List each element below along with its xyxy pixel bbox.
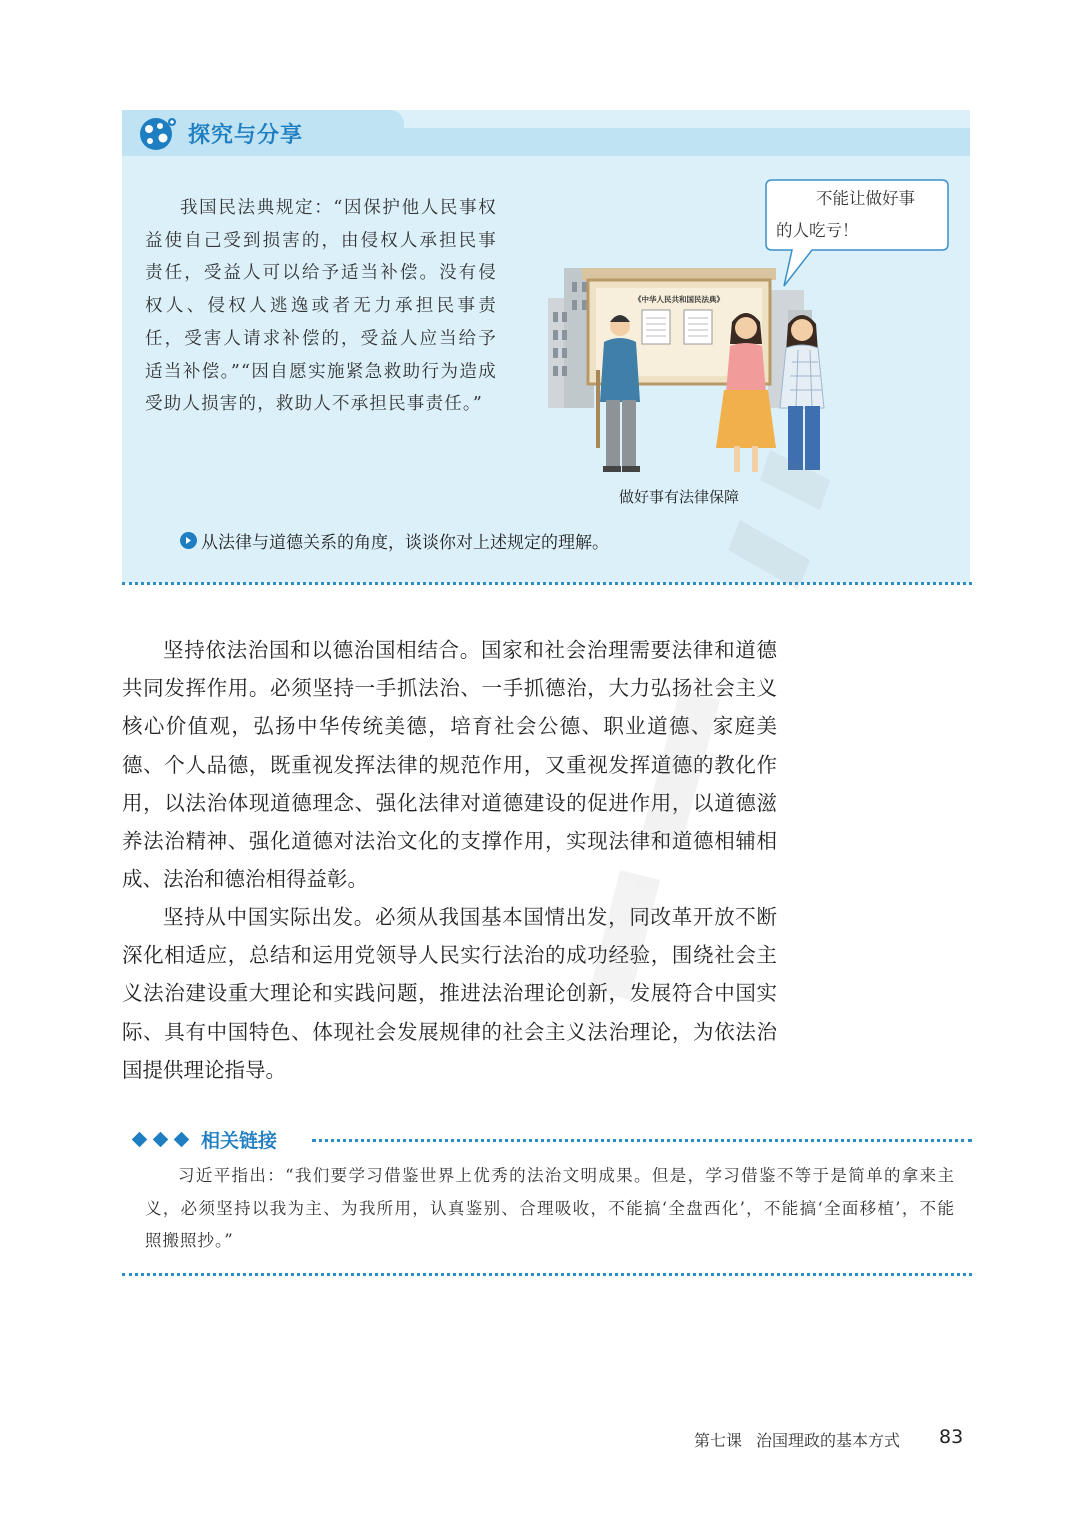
explore-title: 探究与分享 bbox=[188, 123, 304, 148]
divider-top bbox=[122, 582, 972, 585]
illustration-caption: 做好事有法律保障 bbox=[619, 488, 740, 506]
footer-lesson: 第七课 bbox=[694, 1431, 743, 1450]
page-number: 83 bbox=[939, 1426, 964, 1448]
speech-text-line2: 的人吃亏！ bbox=[776, 221, 859, 240]
body-paragraph-2: 坚持从中国实际出发。必须从我国基本国情出发，同改革开放不断深化相适应，总结和运用党领导人民实行法治的成功经验，围绕社会主义法治建设重大理论和实践问题，推进法治理论创新，发展符合中国实际、具有中国特色、体现社会发展规律的社会主义法治理论，为依法治国提供理论指导。 bbox=[122, 905, 777, 1082]
related-link-divider bbox=[312, 1139, 972, 1142]
related-link-header bbox=[134, 1126, 277, 1153]
explore-text: 我国民法典规定：“因保护他人民事权益使自己受到损害的，由侵权人承担民事责任，受益人可以给予适当补偿。没有侵权人、侵权人逃逸或者无力承担民事责任，受害人请求补偿的，受益人应当给予适当补偿。”“因自愿实施紧急救助行为造成受助人损害的，救助人不承担民事责任。” bbox=[145, 198, 497, 415]
footer-lesson-title: 治国理政的基本方式 bbox=[756, 1431, 901, 1450]
related-link-title: 相关链接 bbox=[201, 1130, 278, 1152]
diamond-icon bbox=[153, 1132, 169, 1148]
footer bbox=[694, 1428, 914, 1451]
question bbox=[180, 528, 609, 553]
board-title: 《中华人民共和国民法典》 bbox=[634, 295, 724, 304]
related-link-text: 习近平指出：“我们要学习借鉴世界上优秀的法治文明成果。但是，学习借鉴不等于是简单的拿来主义，必须坚持以我为主、为我所用，认真鉴别、合理吸收，不能搞‘全盘西化’，不能搞‘全面移植’，不能照搬照抄。” bbox=[145, 1166, 955, 1250]
speech-bubble bbox=[766, 180, 948, 286]
diamond-icon bbox=[132, 1132, 148, 1148]
question-text: 从法律与道德关系的角度，谈谈你对上述规定的理解。 bbox=[201, 533, 609, 553]
diamond-icon bbox=[174, 1132, 190, 1148]
arrow-icon bbox=[180, 532, 197, 549]
body-paragraph-1: 坚持依法治国和以德治国相结合。国家和社会治理需要法律和道德共同发挥作用。必须坚持一手抓法治、一手抓德治，大力弘扬社会主义核心价值观，弘扬中华传统美德，培育社会公德、职业道德、家庭美德、个人品德，既重视发挥法律的规范作用，又重视发挥道德的教化作用，以法治体现道德理念、强化法律对道德建设的促进作用，以道德滋养法治精神、强化道德对法治文化的支撑作用，实现法律和道德相辅相成、法治和德治相得益彰。 bbox=[122, 638, 777, 892]
divider-bottom bbox=[122, 1273, 972, 1276]
speech-text-line1: 不能让做好事 bbox=[816, 189, 915, 208]
explore-icon bbox=[136, 114, 178, 152]
illustration bbox=[540, 172, 970, 482]
